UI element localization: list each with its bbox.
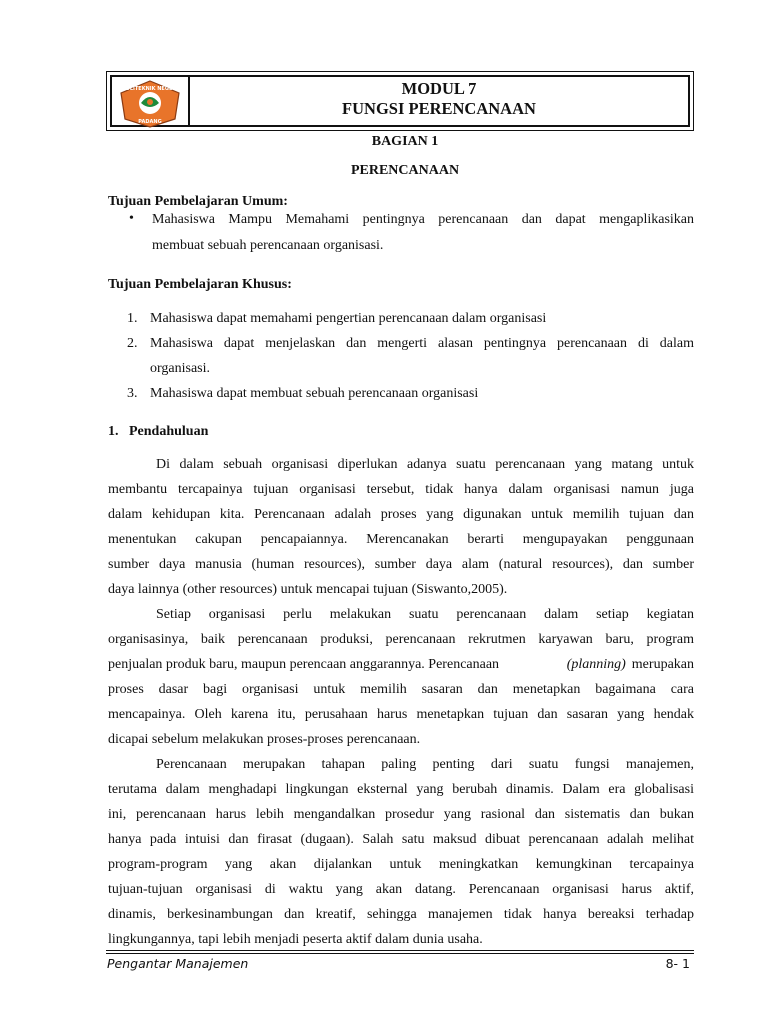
- list-item: Mahasiswa dapat menjelaskan dan mengerti alasan pentingnya perencanaan di dalam: [150, 336, 694, 351]
- italic-term: (planning): [566, 657, 626, 672]
- paragraph-line: tujuan-tujuan organisasi di waktu yang akan datang. Perencanaan organisasi harus aktif,: [108, 882, 694, 897]
- footer-rule: [106, 950, 694, 951]
- paragraph-line: Perencanaan merupakan tahapan paling penting dari suatu fungsi manajemen,: [156, 757, 694, 772]
- paragraph-line: sumber daya manusia (human resources), sumber daya alam (natural resources), dan sumber: [108, 557, 694, 572]
- footer-course-name: Pengantar Manajemen: [107, 956, 249, 971]
- list-item: Mahasiswa dapat membuat sebuah perencanaan organisasi: [150, 386, 479, 401]
- text-run-group: [567, 652, 694, 677]
- paragraph-line: ini, perencanaan harus lebih mengandalkan prosedur yang rasional dan sistematis dan bukan: [108, 807, 694, 822]
- footer-rule: [106, 953, 694, 954]
- specific-objectives-heading: Tujuan Pembelajaran Khusus:: [108, 277, 292, 292]
- logo-top-text: POLITEKNIK NEGERI: [121, 86, 179, 92]
- list-item: Mahasiswa dapat memahami pengertian perencanaan dalam organisasi: [150, 311, 547, 326]
- paragraph-line: program-program yang akan dijalankan untuk meningkatkan kemungkinan tercapainya: [108, 857, 694, 872]
- footer-page-number: 8- 1: [665, 956, 690, 971]
- text-run: merupakan: [631, 657, 694, 672]
- module-header: [106, 71, 694, 131]
- list-number: 1.: [127, 311, 138, 326]
- paragraph-line: terutama dalam menghadapi lingkungan eksternal yang berubah dinamis. Dalam era globalisasi: [108, 782, 694, 797]
- bullet-marker: •: [129, 211, 134, 226]
- text-run: penjualan produk baru, maupun perencaan anggarannya. Perencanaan: [108, 657, 500, 672]
- paragraph-line: proses dasar bagi organisasi untuk memilih sasaran dan menetapkan bagaimana cara: [108, 682, 694, 697]
- paragraph-line: organisasinya, baik perencanaan produksi, perencanaan rekrutmen karyawan baru, program: [108, 632, 694, 647]
- list-item-continuation: organisasi.: [150, 361, 211, 376]
- logo-bottom-text: PADANG: [138, 119, 162, 125]
- paragraph-line-mixed: [108, 652, 694, 677]
- paragraph-line: lingkungannya, tapi lebih menjadi peserta aktif dalam dunia usaha.: [108, 932, 483, 947]
- paragraph-line: Setiap organisasi perlu melakukan suatu perencanaan dalam setiap kegiatan: [156, 607, 694, 622]
- module-header-inner: [110, 75, 690, 127]
- list-number: 2.: [127, 336, 138, 351]
- general-objectives-heading: Tujuan Pembelajaran Umum:: [108, 194, 288, 209]
- general-objective-line2: membuat sebuah perencanaan organisasi.: [152, 238, 384, 253]
- paragraph-line: Di dalam sebuah organisasi diperlukan adanya suatu perencanaan yang matang untuk: [156, 457, 694, 472]
- paragraph-line: membantu tercapainya tujuan organisasi tersebut, tidak hanya dalam organisasi namun juga: [108, 482, 694, 497]
- logo-cell: [112, 77, 190, 125]
- section-label: BAGIAN 1: [371, 134, 439, 149]
- paragraph-line: daya lainnya (other resources) untuk mencapai tujuan (Siswanto,2005).: [108, 582, 508, 597]
- paragraph-line: menentukan cakupan pencapaiannya. Merencanakan berarti mengupayakan penggunaan: [108, 532, 694, 547]
- list-number: 3.: [127, 386, 138, 401]
- paragraph-line: dalam kehidupan kita. Perencanaan adalah proses yang digunakan untuk memilih tujuan dan: [108, 507, 694, 522]
- paragraph-line: dinamis, berkesinambungan dan kreatif, sehingga manajemen tidak hanya bereaksi terhadap: [108, 907, 694, 922]
- general-objective-line1: Mahasiswa Mampu Memahami pentingnya perencanaan dan dapat mengaplikasikan: [152, 212, 694, 227]
- politeknik-logo: [117, 79, 183, 129]
- paragraph-line: dicapai sebelum melakukan proses-proses perencanaan.: [108, 732, 421, 747]
- module-title: FUNGSI PERENCANAAN: [342, 99, 536, 118]
- module-number: MODUL 7: [401, 79, 477, 98]
- paragraph-line: hanya pada intuisi dan firasat (dugaan). Salah satu maksud dibuat perencanaan adalah melihat: [108, 832, 694, 847]
- section-heading: 1. Pendahuluan: [108, 424, 209, 439]
- header-title-area: [190, 79, 688, 119]
- paragraph-line: mencapainya. Oleh karena itu, perusahaan harus menetapkan tujuan dan sasaran yang hendak: [108, 707, 694, 722]
- section-title: PERENCANAAN: [350, 163, 460, 178]
